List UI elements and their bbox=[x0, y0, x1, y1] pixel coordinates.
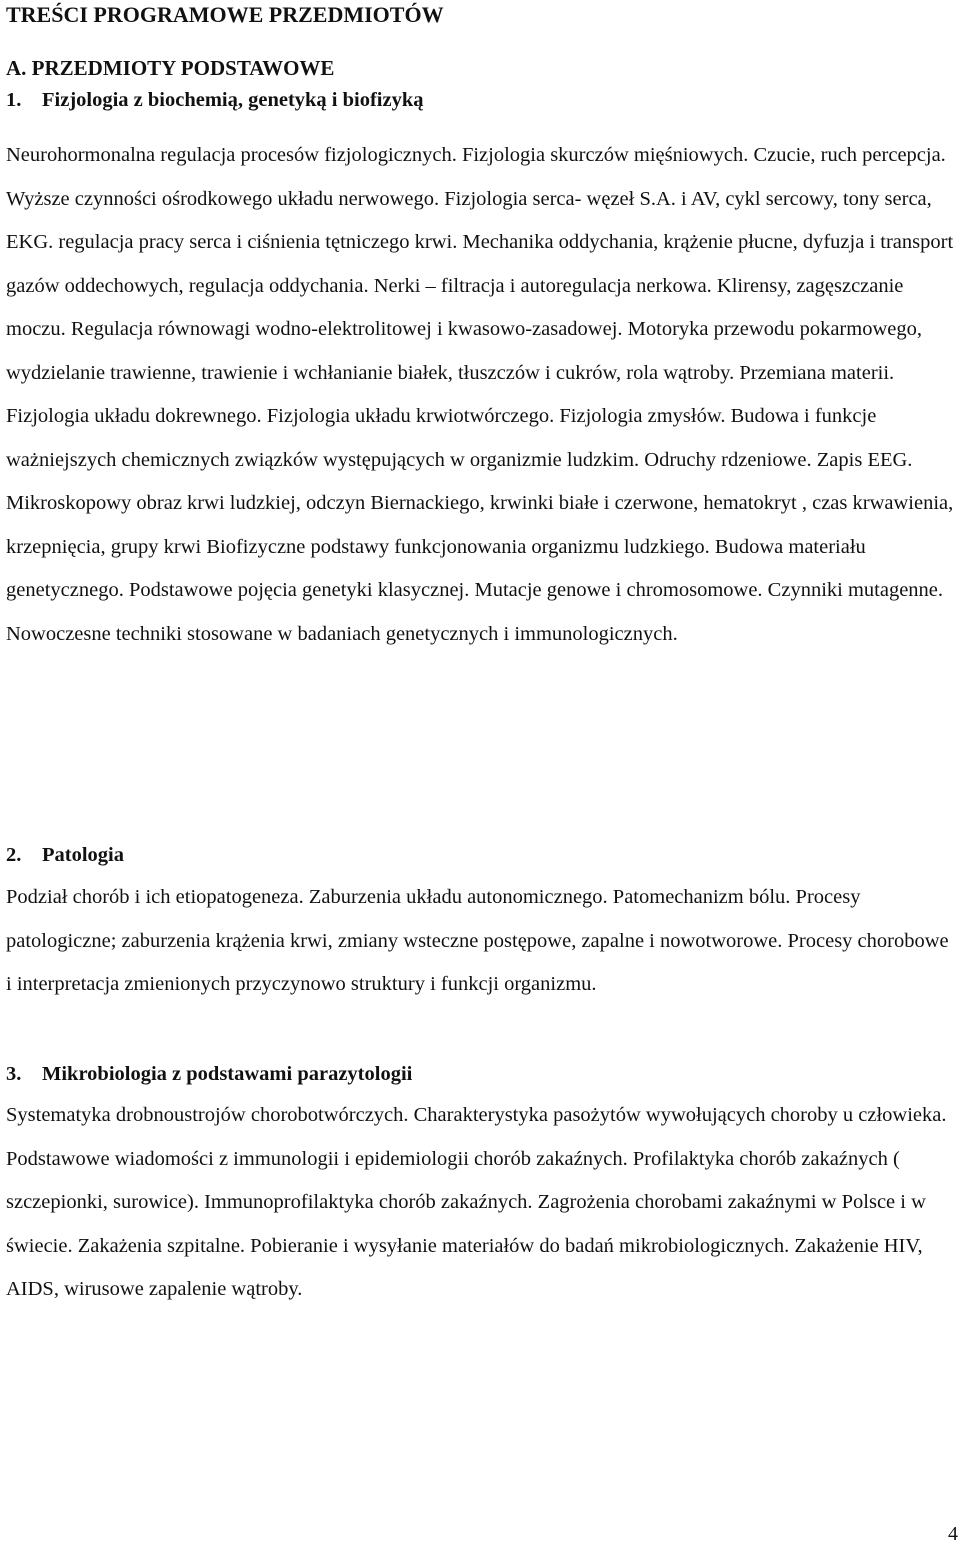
subject-paragraph-1: Neurohormonalna regulacja procesów fizjologicznych. Fizjologia skurczów mięśniowych. Czucie, ruch percepcja. Wyższe czynności ośrodkowego układu nerwowego. Fizjologia serca- węzeł S.A. i AV, cykl sercowy, tony serca, EKG. regulacja pracy serca i ciśnienia tętniczego krwi. Mechanika oddychania, krążenie płucne, dyfuzja i transport gazów oddechowych, regulacja oddychania. Nerki – filtracja i autoregulacja nerkowa. Klirensy, zagęszczanie moczu. Regulacja równowagi wodno-elektrolitowej i kwasowo-zasadowej. Motoryka przewodu pokarmowego, wydzielanie trawienne, trawienie i wchłanianie białek, tłuszczów i cukrów, rola wątroby. Przemiana materii. Fizjologia układu dokrewnego. Fizjologia układu krwiotwórczego. Fizjologia zmysłów. Budowa i funkcje ważniejszych chemicznych związków występujących w organizmie ludzkim. Odruchy rdzeniowe. Zapis EEG. Mikroskopowy obraz krwi ludzkiej, odczyn Biernackiego, krwinki białe i czerwone, hematokryt , czas krwawienia, krzepnięcia, grupy krwi Biofizyczne podstawy funkcjonowania organizmu ludzkiego. Budowa materiału genetycznego. Podstawowe pojęcia genetyki klasycznej. Mutacje genowe i chromosomowe. Czynniki mutagenne. Nowoczesne techniki stosowane w badaniach genetycznych i immunologicznych. bbox=[6, 144, 954, 645]
subject-number: 3. bbox=[6, 1063, 22, 1085]
subject-title: Fizjologia z biochemią, genetyką i biofizyką bbox=[42, 89, 424, 111]
subject-title: Mikrobiologia z podstawami parazytologii bbox=[42, 1063, 413, 1085]
subject-title: Patologia bbox=[42, 844, 124, 866]
page-number: 4 bbox=[948, 1523, 958, 1545]
subject-paragraph-2: Podział chorób i ich etiopatogeneza. Zaburzenia układu autonomicznego. Patomechanizm bólu. Procesy patologiczne; zaburzenia krążenia krwi, zmiany wsteczne postępowe, zapalne i nowotworowe. Procesy chorobowe i interpretacja zmienionych przyczynowo struktury i funkcji organizmu. bbox=[6, 886, 949, 995]
subject-heading-3 bbox=[6, 1059, 412, 1089]
document-title: TREŚCI PROGRAMOWE PRZEDMIOTÓW bbox=[6, 2, 444, 27]
section-heading: A. PRZEDMIOTY PODSTAWOWE bbox=[6, 56, 335, 80]
subject-heading-1 bbox=[6, 85, 424, 115]
subject-paragraph-3: Systematyka drobnoustrojów chorobotwórczych. Charakterystyka pasożytów wywołujących choroby u człowieka. Podstawowe wiadomości z immunologii i epidemiologii chorób zakaźnych. Profilaktyka chorób zakaźnych ( szczepionki, surowice). Immunoprofilaktyka chorób zakaźnych. Zagrożenia chorobami zakaźnymi w Polsce i w świecie. Zakażenia szpitalne. Pobieranie i wysyłanie materiałów do badań mikrobiologicznych. Zakażenie HIV, AIDS, wirusowe zapalenie wątroby. bbox=[6, 1104, 947, 1300]
subject-heading-2 bbox=[6, 840, 124, 870]
subject-number: 1. bbox=[6, 89, 22, 111]
subject-number: 2. bbox=[6, 844, 22, 866]
